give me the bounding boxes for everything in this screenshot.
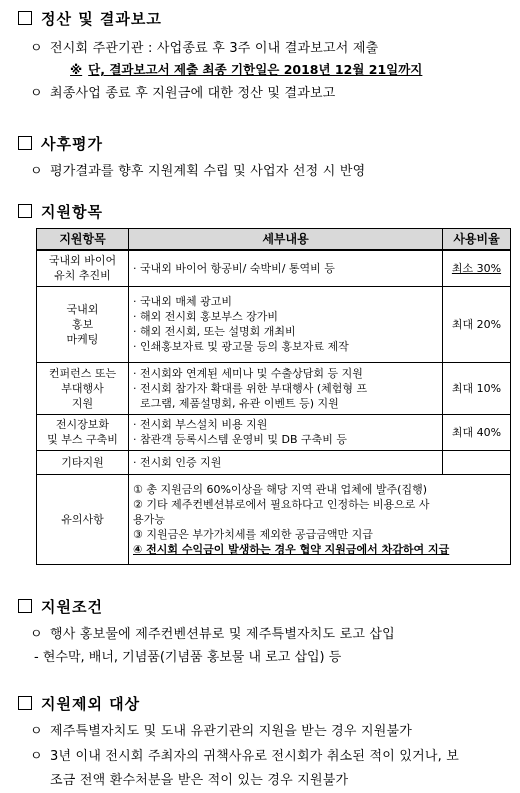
support-items-table xyxy=(36,228,511,565)
section-exclusion-title: 지원제외 대상 xyxy=(18,693,140,714)
checkbox-square-icon xyxy=(18,136,32,150)
notes-row xyxy=(37,474,511,564)
checkbox-square-icon xyxy=(18,204,32,218)
header-details: 세부내용 xyxy=(129,229,443,251)
checkbox-square-icon xyxy=(18,11,32,25)
deadline-note: ※ 단, 결과보고서 제출 최종 기한일은 2018년 12월 21일까지 xyxy=(70,62,423,77)
sub-line: - 현수막, 배너, 기념품(기념품 홍보물 내 로고 삽입) 등 xyxy=(34,650,342,665)
bullet-continuation: 조금 전액 환수처분을 받은 적이 있는 경우 지원불가 xyxy=(50,773,349,788)
checkbox-square-icon xyxy=(18,599,32,613)
table-row: 전시장보화 및 부스 구축비 · 전시회 부스설치 비용 지원 · 참관객 등록시스템 운영비 및 DB 구축비 등 최대 40% xyxy=(37,414,511,450)
table-header-row xyxy=(37,229,511,251)
notes-cell: ① 총 지원금의 60%이상을 해당 지역 관내 업체에 발주(집행) ② 기타 제주컨벤션뷰로에서 필요하다고 인정하는 비용으로 사 용가능 ③ 지원금은 부가가치세를 제외한 공급금액만 지급 ④ 전시회 수익금이 발생하는 경우 협약 지원금에서 차감하여 지급 xyxy=(129,474,511,564)
section-support-items-title: 지원항목 xyxy=(18,201,103,222)
ratio-cell: 최대 20% xyxy=(443,286,511,362)
ratio-cell: 최대 40% xyxy=(443,414,511,450)
bullet-line: ㅇ 행사 홍보물에 제주컨벤션뷰로 및 제주특별자치도 로고 삽입 xyxy=(30,627,395,642)
checkbox-square-icon xyxy=(18,696,32,710)
section-conditions-title: 지원조건 xyxy=(18,596,103,617)
table-row: 기타지원 · 전시회 인증 지원 xyxy=(37,450,511,474)
table-row: 국내외 바이어 유치 추진비 · 국내외 바이어 항공비/ 숙박비/ 통역비 등 최소 30% xyxy=(37,250,511,286)
ratio-cell: 최대 10% xyxy=(443,362,511,414)
bullet-line: ㅇ 최종사업 종료 후 지원금에 대한 정산 및 결과보고 xyxy=(30,86,336,101)
table-row: 국내외 홍보 마케팅 · 국내외 매체 광고비 · 해외 전시회 홍보부스 장가비 · 해외 전시회, 또는 설명회 개최비 · 인쇄홍보자료 및 광고물 등의 홍보자료 제작 최대 20% xyxy=(37,286,511,362)
section-evaluation-title: 사후평가 xyxy=(18,133,103,154)
bullet-line: ㅇ 제주특별자치도 및 도내 유관기관의 지원을 받는 경우 지원불가 xyxy=(30,724,413,739)
header-item: 지원항목 xyxy=(37,229,129,251)
section-settlement-title: 정산 및 결과보고 xyxy=(18,8,162,29)
bullet-line: ㅇ 전시회 주관기관 : 사업종료 후 3주 이내 결과보고서 제출 xyxy=(30,37,378,56)
ratio-cell: 최소 30% xyxy=(443,250,511,286)
table-row: 컨퍼런스 또는 부대행사 지원 · 전시회와 연계된 세미나 및 수출상담회 등 지원 · 전시회 참가자 확대를 위한 부대행사 (체험형 프 로그램, 제품설명회, 유관 이벤트 등) 지원 최대 10% xyxy=(37,362,511,414)
circle-bullet-icon: ㅇ xyxy=(30,41,43,56)
notes-label: 유의사항 xyxy=(37,474,129,564)
bullet-line: ㅇ 3년 이내 전시회 주최자의 귀책사유로 전시회가 취소된 적이 있거나, 보 xyxy=(30,749,460,764)
bullet-line: ㅇ 평가결과를 향후 지원계획 수립 및 사업자 선정 시 반영 xyxy=(30,164,366,179)
header-ratio: 사용비율 xyxy=(443,229,511,251)
